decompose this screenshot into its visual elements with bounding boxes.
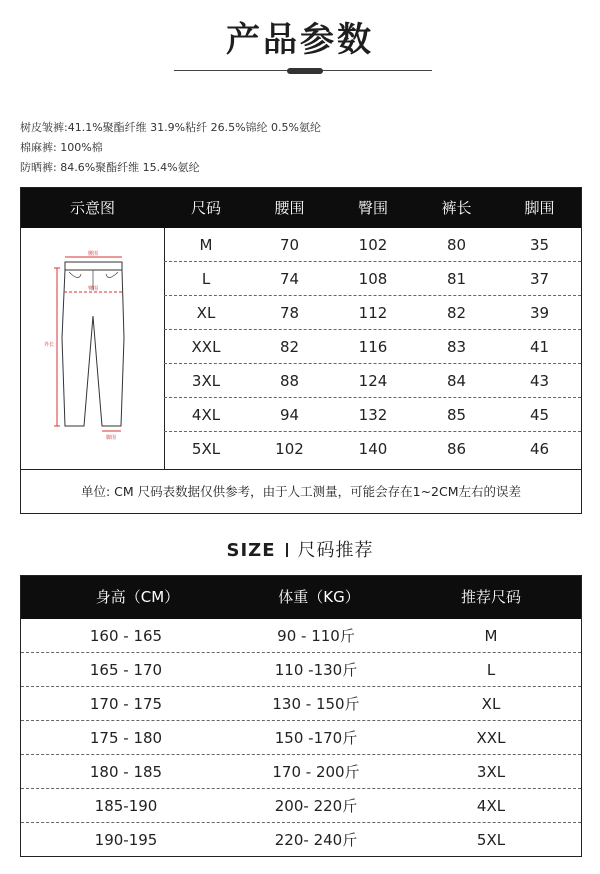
- cell-foot: 45: [529, 406, 550, 424]
- size-chart-header-row: [21, 188, 581, 228]
- cell-weight: 110 -130斤: [274, 661, 358, 679]
- cell-foot: 41: [529, 338, 550, 356]
- cell-recommend-size: M: [484, 627, 498, 645]
- cell-weight: 200- 220斤: [274, 797, 358, 815]
- table-row: [21, 823, 581, 857]
- cell-hip: 132: [358, 406, 388, 424]
- cell-height: 175 - 180: [89, 729, 163, 747]
- table-row: [21, 755, 581, 789]
- page-title: 产品参数: [226, 20, 374, 60]
- cell-weight: 90 - 110斤: [277, 627, 355, 645]
- recommend-header-row: [21, 576, 581, 619]
- title-divider-accent: [287, 68, 323, 74]
- cell-height: 180 - 185: [89, 763, 163, 781]
- cell-waist: 82: [279, 338, 300, 356]
- cell-height: 190-195: [94, 831, 158, 849]
- header-recommend-size: 推荐尺码: [460, 588, 521, 606]
- cell-waist: 102: [275, 440, 304, 458]
- cell-height: 170 - 175: [89, 695, 163, 713]
- cell-recommend-size: XXL: [476, 729, 506, 747]
- cell-waist: 94: [279, 406, 300, 424]
- cell-length: 84: [446, 372, 467, 390]
- cell-hip: 108: [358, 270, 388, 288]
- diagram-label-waist: 腰围: [87, 251, 99, 257]
- header-size: 尺码: [190, 199, 221, 217]
- cell-length: 81: [446, 270, 467, 288]
- material-line-2: 棉麻裤: 100%棉: [20, 141, 103, 154]
- cell-size: L: [201, 270, 211, 288]
- cell-length: 85: [446, 406, 467, 424]
- cell-waist: 78: [279, 304, 300, 322]
- cell-foot: 35: [529, 236, 550, 254]
- diagram-label-length: 外长: [43, 342, 55, 348]
- cell-recommend-size: 4XL: [476, 797, 506, 815]
- table-row: [164, 296, 581, 330]
- table-row: [164, 262, 581, 296]
- cell-height: 165 - 170: [89, 661, 163, 679]
- cell-recommend-size: 3XL: [476, 763, 506, 781]
- table-row: [164, 398, 581, 432]
- cell-size: 3XL: [191, 372, 221, 390]
- pants-diagram: [21, 228, 165, 469]
- title-separator: [286, 543, 288, 557]
- cell-foot: 39: [529, 304, 550, 322]
- cell-hip: 140: [358, 440, 388, 458]
- table-row: [164, 432, 581, 469]
- header-waist: 腰围: [274, 199, 305, 217]
- cell-waist: 88: [279, 372, 300, 390]
- cell-waist: 74: [279, 270, 300, 288]
- cell-length: 80: [446, 236, 467, 254]
- cell-recommend-size: XL: [481, 695, 501, 713]
- cell-waist: 70: [279, 236, 300, 254]
- cell-foot: 46: [529, 440, 550, 458]
- table-row: [164, 228, 581, 262]
- table-row: [164, 364, 581, 398]
- cell-size: 4XL: [191, 406, 221, 424]
- cell-hip: 112: [358, 304, 388, 322]
- cell-hip: 116: [358, 338, 388, 356]
- cell-weight: 220- 240斤: [274, 831, 358, 849]
- size-recommend-title: [0, 536, 600, 562]
- cell-size: XL: [196, 304, 216, 322]
- material-line-3: 防晒裤: 84.6%聚酯纤维 15.4%氨纶: [20, 161, 200, 174]
- table-row: [21, 721, 581, 755]
- table-row: [21, 653, 581, 687]
- diagram-label-hip: 臀围: [87, 286, 99, 292]
- table-row: [21, 789, 581, 823]
- cell-hip: 102: [358, 236, 388, 254]
- size-chart-table: [20, 187, 582, 514]
- cell-size: 5XL: [191, 440, 221, 458]
- header-diagram: 示意图: [69, 199, 115, 217]
- header-weight: 体重（KG）: [278, 588, 360, 606]
- cell-height: 160 - 165: [89, 627, 163, 645]
- cell-foot: 43: [529, 372, 550, 390]
- cell-hip: 124: [358, 372, 388, 390]
- table-row: [21, 619, 581, 653]
- size-title-cn: 尺码推荐: [297, 540, 374, 561]
- material-line-1: 树皮皱裤:41.1%聚酯纤维 31.9%粘纤 26.5%锦纶 0.5%氨纶: [20, 121, 321, 134]
- cell-length: 86: [446, 440, 467, 458]
- cell-recommend-size: 5XL: [476, 831, 506, 849]
- table-row: [21, 687, 581, 721]
- cell-foot: 37: [529, 270, 550, 288]
- size-chart-note: 单位: CM 尺码表数据仅供参考，由于人工测量，可能会存在1~2CM左右的误差: [80, 484, 522, 499]
- header-height: 身高（CM）: [95, 588, 180, 606]
- cell-recommend-size: L: [486, 661, 496, 679]
- cell-length: 83: [446, 338, 467, 356]
- cell-length: 82: [446, 304, 467, 322]
- cell-weight: 130 - 150斤: [272, 695, 360, 713]
- cell-size: M: [199, 236, 213, 254]
- cell-height: 185-190: [94, 797, 158, 815]
- cell-size: XXL: [191, 338, 221, 356]
- pants-diagram-icon: [21, 228, 164, 469]
- header-foot: 脚围: [524, 199, 555, 217]
- diagram-label-foot: 脚围: [105, 435, 117, 441]
- size-recommend-table: [20, 575, 582, 857]
- size-title-en: SIZE: [226, 540, 276, 561]
- header-hip: 臀围: [357, 199, 388, 217]
- table-row: [164, 330, 581, 364]
- header-length: 裤长: [441, 199, 472, 217]
- cell-weight: 150 -170斤: [274, 729, 358, 747]
- cell-weight: 170 - 200斤: [272, 763, 360, 781]
